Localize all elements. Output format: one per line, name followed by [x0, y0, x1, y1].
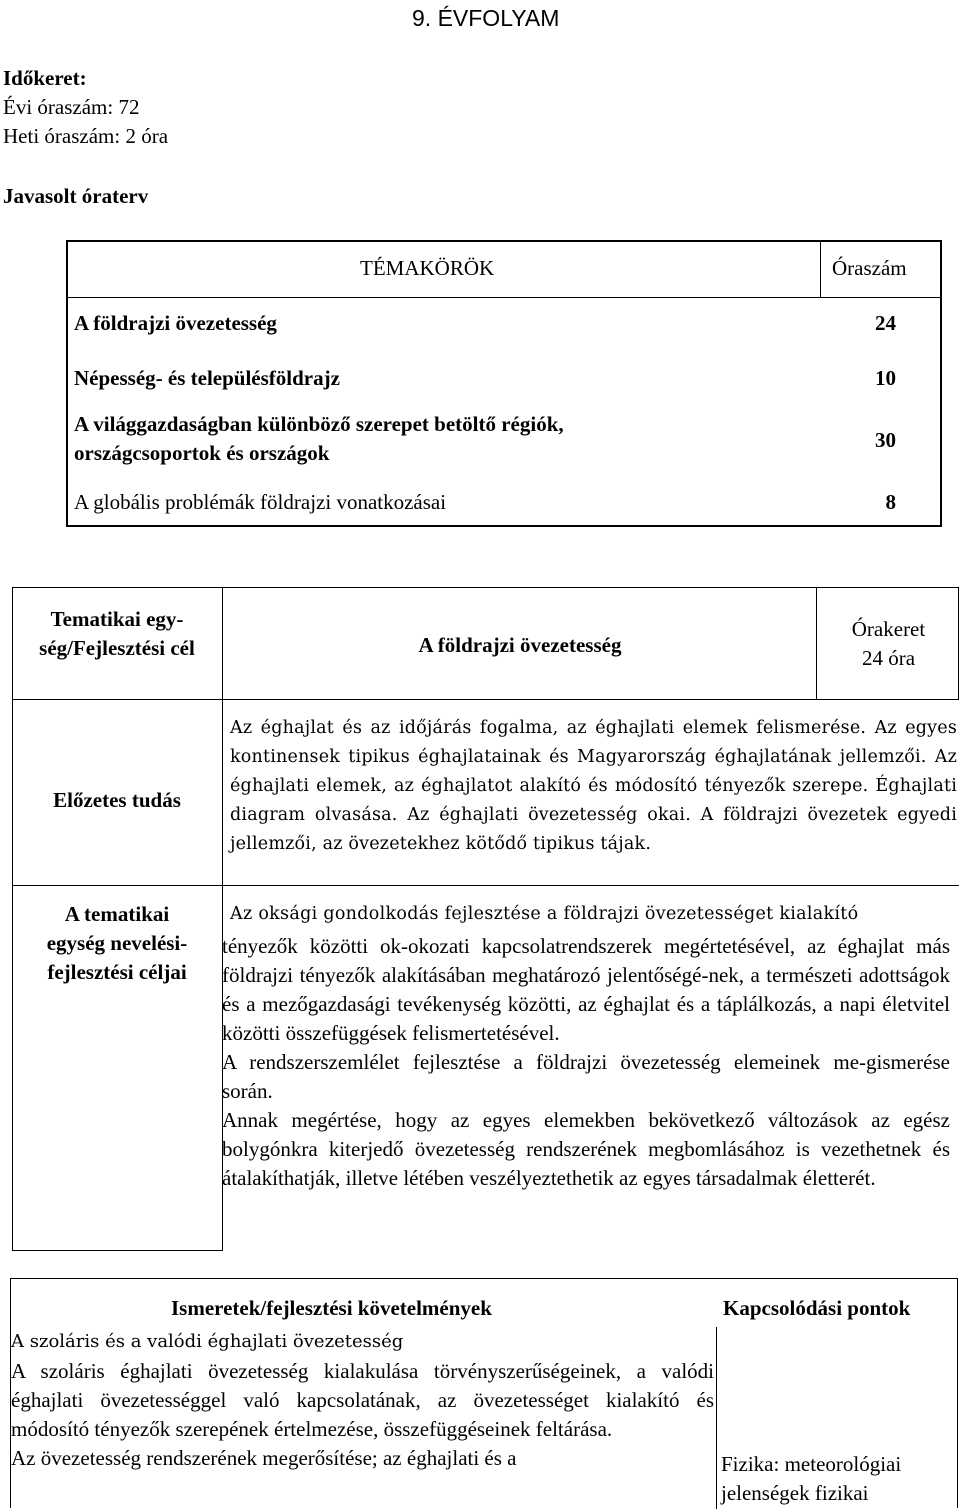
prior-knowledge-label: Előzetes tudás — [53, 788, 181, 812]
goals-paragraph: Annak megértése, hogy az egyes elemekben bekövetkező változások az egész bolygónkra kiterjedő övezetesség rendszerének megbomlásához is vezethetnek és átalakíthatják, illetve létében veszélyeztethetik az egyes társadalmak életterét. — [222, 1108, 950, 1190]
requirements-paragraph: Az övezetesség rendszerének megerősítése; az éghajlati és a — [11, 1446, 517, 1470]
table-border — [12, 699, 959, 700]
topic-row-label-continued: országcsoportok és országok — [74, 441, 330, 465]
table-border — [12, 1250, 222, 1251]
weekly-hours: Heti óraszám: 2 óra — [3, 124, 169, 148]
goals-label — [12, 900, 222, 987]
goals-paragraph: tényezők közötti ok-okozati kapcsolatrendszerek megértetésével, az éghajlat más földrajzi tényezők alakításában meghatározó jelentőségé-nek, a természeti adottságok és a mezőgazdasági tevékenység közötti, az éghajlat és a táplálkozás, a napi életvitel közötti összefüggések felismertetésével. — [222, 934, 950, 1045]
goals-paragraph: A rendszerszemlélet fejlesztése a földrajzi övezetesség elemeinek me-gismerése során. — [222, 1050, 950, 1103]
column-divider — [820, 242, 821, 297]
topic-row-label: A földrajzi övezetesség — [74, 311, 277, 335]
topic-row-hours: 10 — [875, 366, 896, 390]
unit-hours — [818, 615, 959, 673]
connections-column-header: Kapcsolódási pontok — [723, 1296, 911, 1320]
grade-heading: 9. ÉVFOLYAM — [412, 5, 560, 31]
column-divider — [816, 587, 817, 699]
hours-column-header: Óraszám — [832, 256, 907, 280]
unit-header-label — [12, 605, 222, 663]
topic-row-label: A globális problémák földrajzi vonatkozásai — [74, 490, 447, 514]
topic-row-hours: 30 — [875, 428, 896, 452]
column-divider — [716, 1327, 717, 1509]
hours-value: 24 óra — [861, 646, 916, 670]
unit-header-line: Tematikai egy- — [50, 607, 184, 631]
topic-row-hours: 8 — [885, 490, 896, 514]
topic-row-hours: 24 — [875, 311, 896, 335]
plan-title: Javasolt óraterv — [3, 184, 149, 208]
connections-text: Fizika: meteorológiai jelenségek fizikai — [721, 1452, 902, 1505]
row-divider — [12, 885, 959, 886]
hours-label: Órakeret — [851, 617, 926, 641]
goals-label-line: fejlesztési céljai — [47, 960, 187, 984]
goals-text — [222, 932, 950, 1193]
topics-table — [66, 240, 942, 527]
goals-first-line: Az oksági gondolkodás fejlesztése a földrajzi övezetességet kialakító — [230, 904, 859, 924]
unit-header-line: ség/Fejlesztési cél — [39, 636, 195, 660]
prior-knowledge-text: Az éghajlat és az időjárás fogalma, az éghajlati elemek felismerése. Az egyes kontinensek tipikus éghajlatainak és Magyarország éghajlatának jellemzői. Az éghajlati elemek, az éghajlatot alakító és módosító tényezők szerepe. Éghajlati diagram olvasása. Az éghajlati övezetesség okai. A földrajzi övezetek egyedi jellemzői, az övezetekhez kötődő tipikus tájak. — [230, 718, 957, 854]
unit-title: A földrajzi övezetesség — [418, 633, 622, 657]
topic-row-label: A világgazdaságban különböző szerepet betöltő régiók, — [74, 412, 564, 436]
requirements-table — [10, 1278, 958, 1508]
topics-column-header: TÉMAKÖRÖK — [360, 256, 495, 280]
topic-row-label: Népesség- és településföldrajz — [74, 366, 340, 390]
requirements-text — [11, 1357, 714, 1473]
requirements-column-header: Ismeretek/fejlesztési követelmények — [171, 1296, 492, 1320]
annual-hours: Évi óraszám: 72 — [3, 95, 140, 119]
goals-label-line: A tematikai — [64, 902, 170, 926]
time-frame-title: Időkeret: — [3, 66, 87, 90]
header-divider — [68, 297, 940, 298]
requirements-paragraph: A szoláris éghajlati övezetesség kialakulása törvényszerűségeinek, a valódi éghajlati övezetességgel való kapcsolatának, az övezetességet kialakító és módosító tényezők szerepének értelmezése, összefüggéseinek feltárása. — [11, 1359, 714, 1441]
section-subtitle: A szoláris és a valódi éghajlati övezetesség — [11, 1331, 404, 1352]
unit-table — [12, 587, 959, 1251]
goals-label-line: egység nevelési- — [46, 931, 188, 955]
